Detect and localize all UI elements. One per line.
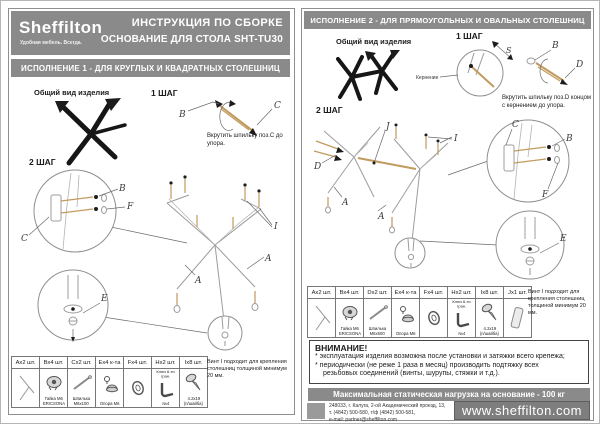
svg-text:A: A (342, 198, 349, 208)
svg-text:D: D (576, 60, 584, 70)
svg-text:I: I (274, 222, 278, 232)
screw-part-icon (184, 373, 204, 393)
warning-title: ВНИМАНИЕ! (315, 343, 368, 353)
washer-part-icon (129, 379, 147, 397)
footer-address (329, 403, 451, 423)
part-cell-I: Ix8 шт. 4.2х19 (п/шайба) (476, 286, 504, 338)
left-column (8, 8, 295, 415)
warning-line3: резьбовых соединений (винты, шурупы, стяжки и т.д.). (323, 370, 500, 378)
svg-text:B: B (566, 134, 573, 144)
part-cell-A: Ax2 шт. (307, 286, 336, 338)
step1-diagram-right (414, 37, 592, 97)
foot-part-icon (100, 375, 120, 395)
part-cell-J: Jx1 шт. (504, 286, 532, 338)
address-line2: т. (4842) 500-580, т/ф (4842) 500-581, (329, 409, 416, 416)
hex-key-icon (156, 381, 176, 399)
svg-text:S: S (506, 46, 512, 55)
website-bar: www.sheffilton.com (454, 401, 590, 420)
svg-text:D: D (314, 162, 322, 172)
overview-label-right: Общий вид изделия (336, 37, 412, 46)
svg-text:B: B (552, 41, 559, 51)
svg-text:C: C (274, 101, 281, 111)
svg-text:C: C (21, 234, 28, 244)
washer-part-icon (425, 309, 443, 327)
part-cell-F: Fx4 шт. (420, 286, 448, 338)
part-cell-I: Ix8 шт. 4.2х19 (п/шайба) (180, 356, 208, 408)
title-line1: ИНСТРУКЦИЯ ПО СБОРКЕ (131, 17, 283, 29)
nut-part-icon (44, 375, 64, 391)
foot-part-icon (396, 305, 416, 325)
svg-text:B: B (179, 110, 186, 120)
max-load-bar: Максимальная статическая нагрузка на основание - 100 кг (308, 388, 590, 401)
tube-part-icon (507, 306, 529, 330)
leg-part-icon (311, 304, 333, 332)
warning-box (309, 340, 589, 384)
part-cell-F: Fx4 шт. (124, 356, 152, 408)
part-cell-B: Bx4 шт. Гайка М6 ERICSONA (40, 356, 68, 408)
overview-label-left: Общий вид изделия (34, 88, 110, 97)
address-line3: e-mail: partner@sheffilton.com (329, 416, 398, 423)
step2-label-right: 2 ШАГ (316, 105, 343, 115)
part-cell-E: Ex4 к-та Опора М6 (96, 356, 124, 408)
step2-diagram-right (308, 113, 592, 283)
part-cell-H: Hx2 шт. Ключ 6-ти гран. №4 (152, 356, 180, 408)
svg-text:E: E (101, 294, 108, 304)
section2-header: ИСПОЛНЕНИЕ 2 - ДЛЯ ПРЯМОУГОЛЬНЫХ И ОВАЛЬНЫХ СТОЛЕШНИЦ (304, 11, 591, 29)
part-cell-H: Hx2 шт. Ключ 6-ти гран. №4 (448, 286, 476, 338)
part-cell-B: Bx4 шт. Гайка М6 ERICSONA (336, 286, 364, 338)
nut-part-icon (340, 305, 360, 321)
svg-text:C: C (512, 120, 519, 130)
right-column (301, 8, 594, 421)
step1-label-right: 1 ШАГ (456, 31, 483, 41)
leg-part-icon (15, 374, 37, 402)
svg-text:F: F (127, 202, 134, 212)
part-cell-E: Ex4 к-та Опора М6 (392, 286, 420, 338)
header-band (11, 11, 290, 55)
hex-key-icon (452, 311, 472, 329)
svg-text:B: B (119, 184, 126, 194)
parts-table-left (11, 356, 208, 408)
document-title (101, 17, 283, 45)
section1-header: ИСПОЛНЕНИЕ 1 - ДЛЯ КРУГЛЫХ И КВАДРАТНЫХ СТОЛЕШНИЦ (11, 59, 290, 77)
svg-text:J: J (386, 122, 390, 132)
svg-text:E: E (560, 234, 567, 244)
table-base-overview-icon-2 (332, 49, 402, 105)
step1-note-left: Вкрутить шпильку поз.С до упора. (207, 133, 283, 147)
stud-part-icon (71, 374, 93, 392)
part-cell-D: Dx2 шт. Шпилька М6х500 (364, 286, 392, 338)
stud-part-icon (367, 304, 389, 322)
step1-note-right: Вкрутить шпильку поз.D концом с кернением до упора. (502, 95, 592, 109)
svg-text:A: A (195, 276, 202, 286)
step2-diagram-left (19, 165, 293, 353)
step1-label-left: 1 ШАГ (151, 88, 178, 98)
table-base-overview-icon (47, 97, 133, 169)
brand-tagline: Удобная мебель. Всегда. (20, 40, 82, 46)
svg-text:A: A (378, 212, 385, 222)
svg-text:A: A (265, 254, 272, 264)
warning-line2: * периодически (не реже 1 раза в месяц) производить подтяжку всех (315, 361, 539, 369)
title-line2: ОСНОВАНИЕ ДЛЯ СТОЛА SHT-TU30 (100, 34, 283, 45)
svg-text:F: F (542, 190, 549, 200)
screw-part-icon (480, 303, 500, 323)
address-line1: 248033, г. Калуга, 2-ой Академический проезд, 13, (329, 403, 446, 409)
part-cell-C: Cx2 шт. Шпилька М6х100 (68, 356, 96, 408)
warning-line1: * эксплуатация изделия возможна после установки и затяжки всего крепежа; (315, 353, 565, 360)
svg-text:I: I (454, 134, 458, 144)
part-cell-A: Ax2 шт. (11, 356, 40, 408)
footer-logo (307, 403, 325, 419)
parts-table-right (307, 286, 532, 338)
step2-label-left: 2 ШАГ (29, 157, 56, 167)
kernenie-label: Кернение (416, 75, 439, 81)
parts-note-left: Винт I подходит для крепления столешниц толщиной минимум 20 мм. (207, 359, 287, 379)
parts-note-right: Винт I подходит для крепления столешниц толщиной минимум 20 мм. (528, 289, 586, 316)
brand-logo: Sheffilton (19, 18, 103, 37)
